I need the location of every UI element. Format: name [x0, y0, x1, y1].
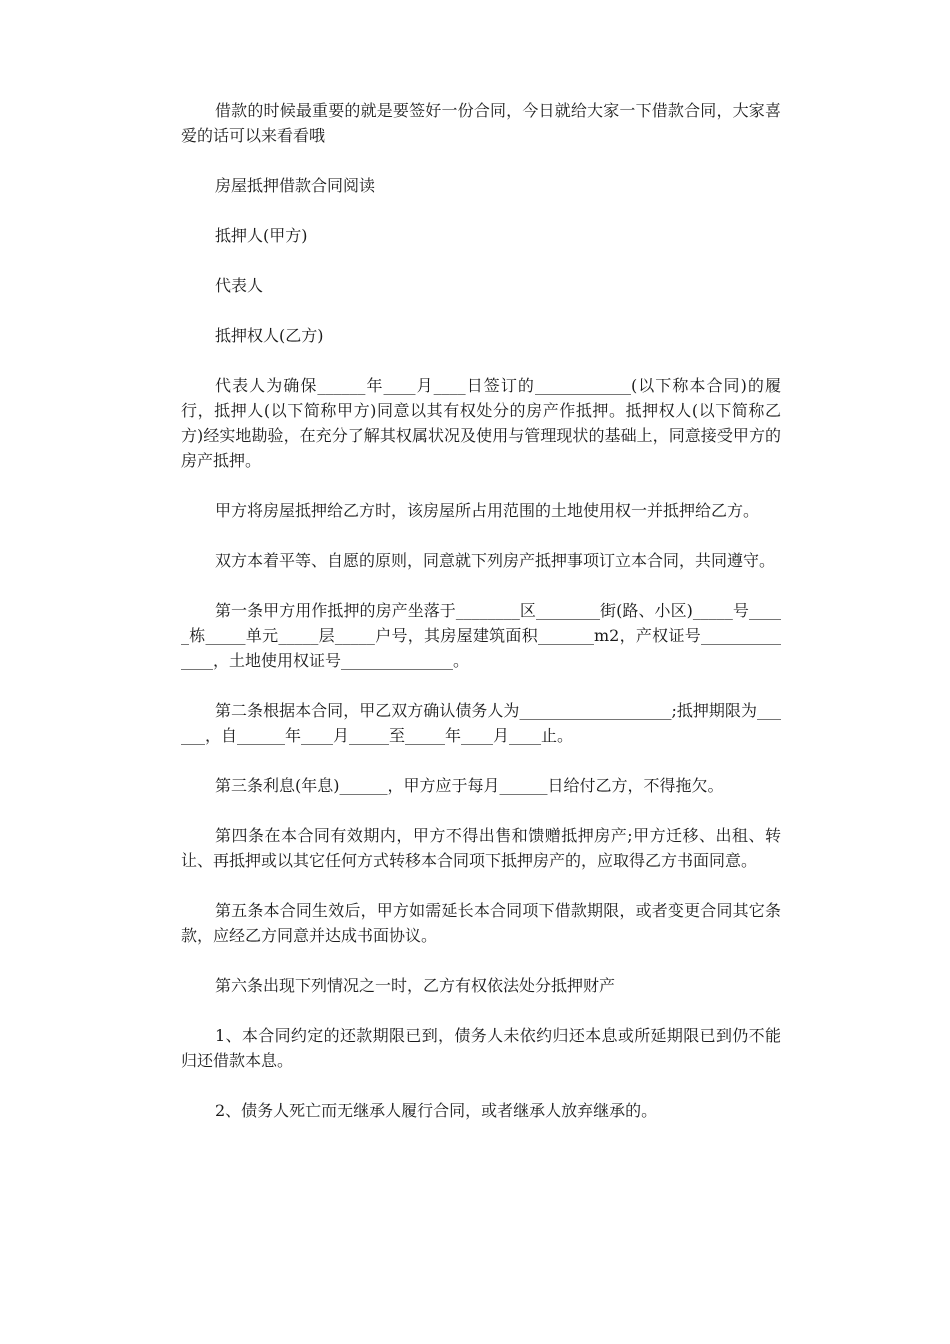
article-5: 第五条本合同生效后，甲方如需延长本合同项下借款期限，或者变更合同其它条款，应经乙方同意并达成书面协议。	[181, 901, 781, 945]
document-body	[181, 98, 781, 1148]
article-1: 第一条甲方用作抵押的房产坐落于________区________街(路、小区)_____号_____栋_____单元_____层_____户号，其房屋建筑面积_______m2，产权证号______________，土地使用权证号______________。	[181, 601, 781, 670]
article-2: 第二条根据本合同，甲乙双方确认债务人为___________________;抵押期限为______，自______年____月_____至_____年____月____止。	[181, 701, 781, 745]
principle-paragraph: 双方本着平等、自愿的原则，同意就下列房产抵押事项订立本合同，共同遵守。	[215, 551, 776, 570]
mortgagee-label: 抵押权人(乙方)	[215, 326, 324, 345]
article-4: 第四条在本合同有效期内，甲方不得出售和馈赠抵押房产;甲方迁移、出租、转让、再抵押或以其它任何方式转移本合同项下抵押房产的，应取得乙方书面同意。	[181, 826, 781, 870]
article-6: 第六条出现下列情况之一时，乙方有权依法处分抵押财产	[215, 976, 616, 995]
mortgagor-label: 抵押人(甲方)	[215, 226, 308, 245]
representative-label: 代表人	[215, 276, 264, 295]
article-3: 第三条利息(年息)______，甲方应于每月______日给付乙方，不得拖欠。	[215, 776, 724, 795]
article-6-item-1: 1、本合同约定的还款期限已到，债务人未依约归还本息或所延期限已到仍不能归还借款本息。	[181, 1026, 781, 1070]
article-6-item-2: 2、债务人死亡而无继承人履行合同，或者继承人放弃继承的。	[215, 1101, 658, 1120]
contract-title: 房屋抵押借款合同阅读	[215, 176, 376, 195]
preamble-paragraph: 代表人为确保______年____月____日签订的____________(以下称本合同)的履行，抵押人(以下简称甲方)同意以其有权处分的房产作抵押。抵押权人(以下简称乙方)经实地勘验，在充分了解其权属状况及使用与管理现状的基础上，同意接受甲方的房产抵押。	[181, 376, 781, 470]
intro-paragraph: 借款的时候最重要的就是要签好一份合同，今日就给大家一下借款合同，大家喜爱的话可以来看看哦	[181, 101, 781, 145]
land-use-paragraph: 甲方将房屋抵押给乙方时，该房屋所占用范围的土地使用权一并抵押给乙方。	[215, 501, 760, 520]
